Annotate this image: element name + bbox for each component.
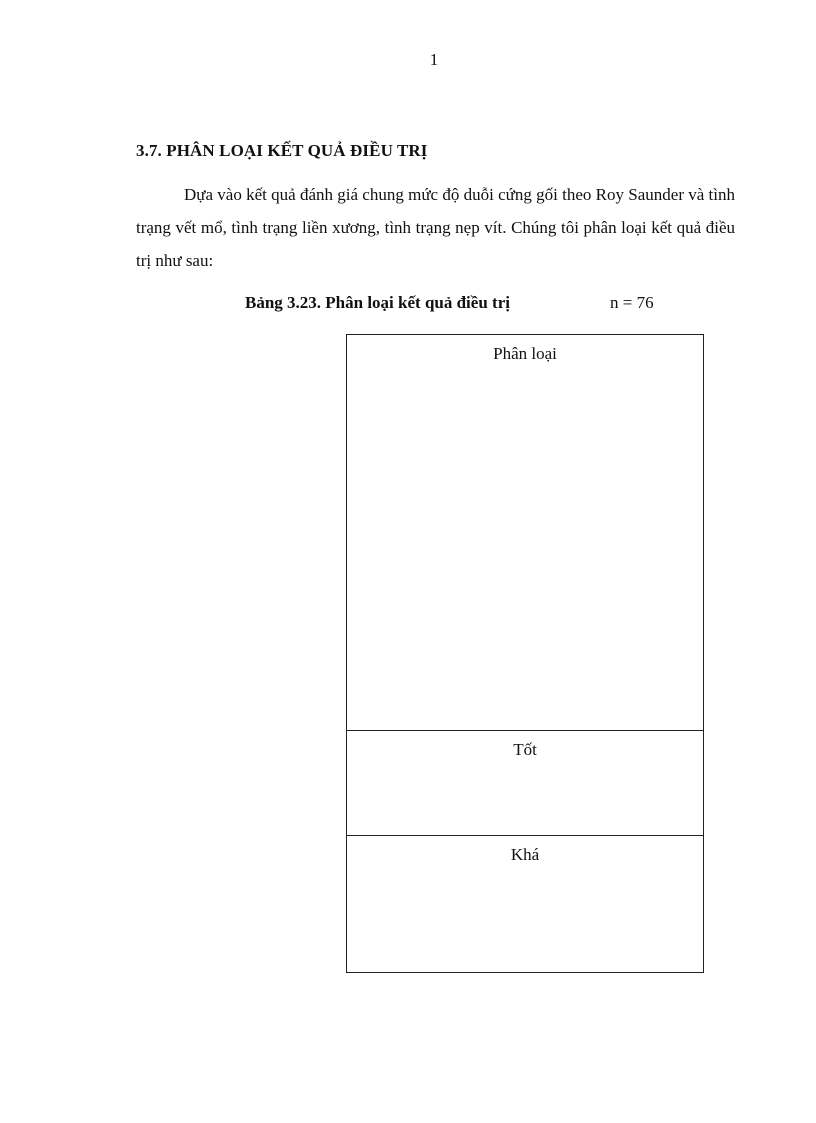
sample-size-label: n = 76 [610,293,654,312]
table-cell-kha: Khá [347,836,704,973]
table-caption [245,293,654,313]
table-caption-title: Bảng 3.23. Phân loại kết quả điều trị [245,293,510,312]
body-paragraph: Dựa vào kết quả đánh giá chung mức độ duỗi cứng gối theo Roy Saunder và tình trạng vết mổ, tình trạng liền xương, tình trạng nẹp vít. Chúng tôi phân loại kết quả điều trị như sau: [136,185,735,270]
table-row [347,836,704,973]
table-header-cell: Phân loại [347,335,704,731]
classification-table [346,334,704,973]
page-number: 1 [429,50,439,69]
table-row [347,731,704,836]
table-header-row [347,335,704,731]
section-heading: 3.7. PHÂN LOẠI KẾT QUẢ ĐIỀU TRỊ [136,141,428,160]
table-cell-tot: Tốt [347,731,704,836]
